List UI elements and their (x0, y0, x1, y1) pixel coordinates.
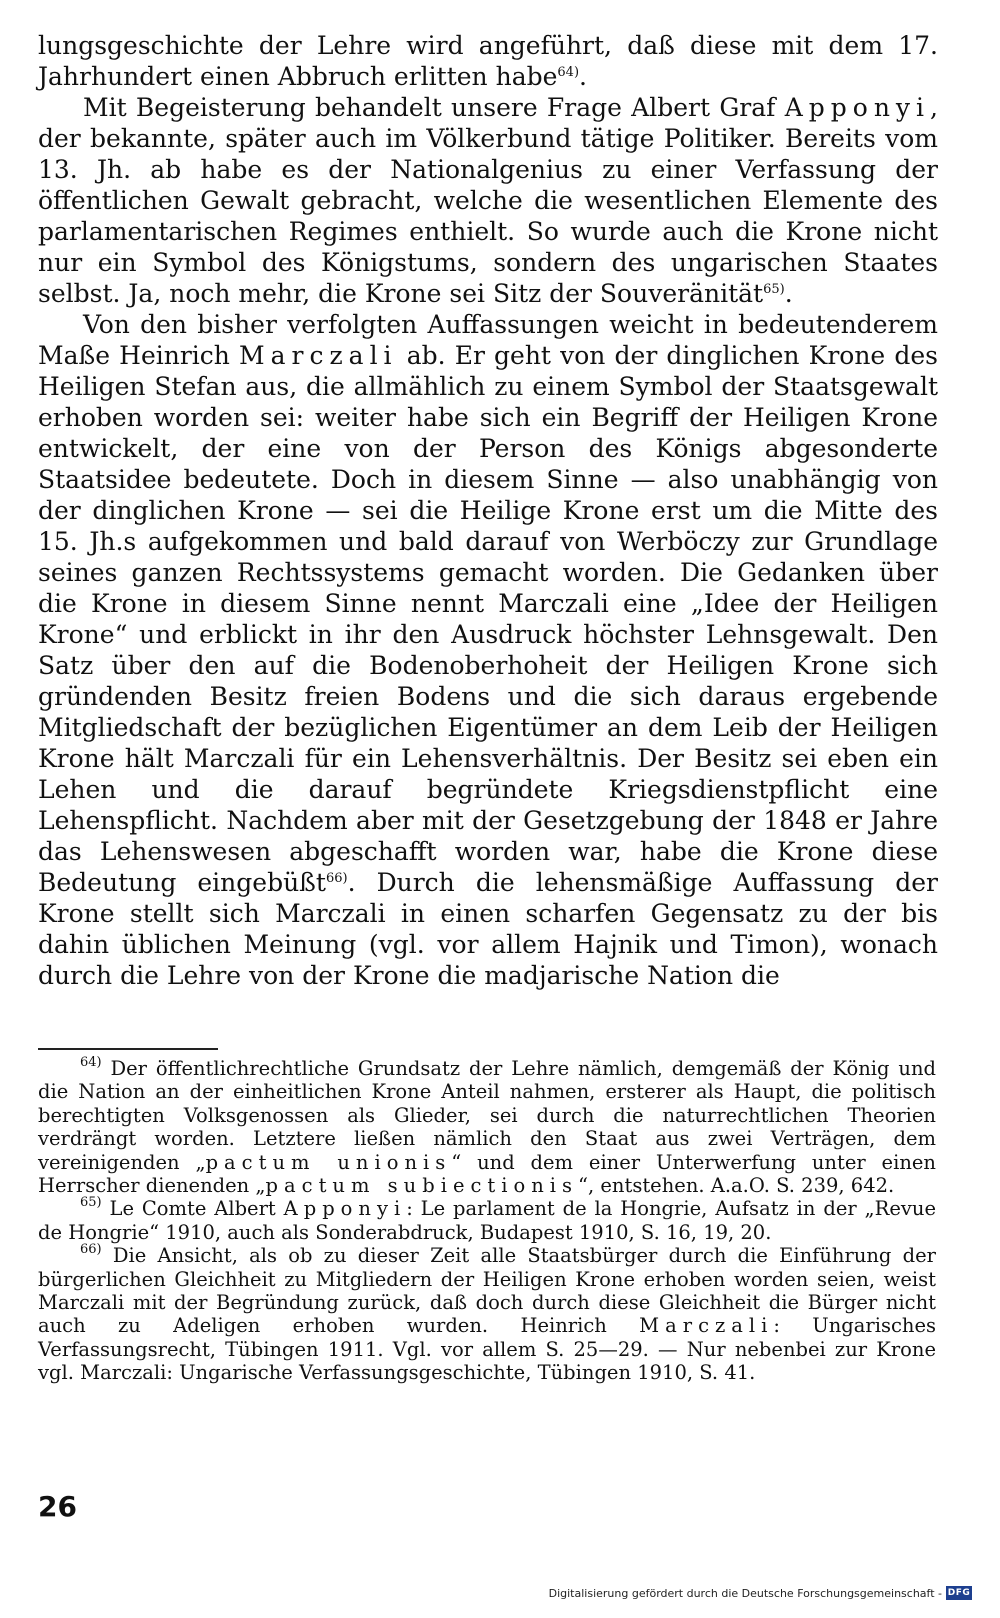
footnote-ref-66[interactable]: 66) (325, 871, 348, 886)
spaced-name: Marczali (639, 1314, 774, 1338)
footnotes (38, 1057, 936, 1385)
paragraph-apponyi (38, 92, 938, 309)
body-text (38, 30, 938, 991)
paragraph-text: Mit Begeisterung behandelt unsere Frage Albert Graf (83, 93, 785, 122)
footnote-text: Le Comte Albert (101, 1197, 284, 1221)
spaced-name: Apponyi (283, 1197, 407, 1221)
footnote-text: Die Ansicht, als ob zu dieser Zeit alle Staatsbürger durch die Einführung der bürgerlichen Gleichheit zu Mitgliedern der Heiligen Krone erhoben worden seien, weist Marczali mit der Begründung zurück, daß doch durch diese Gleichheit die Bürger nicht auch zu Adeligen erhoben wurden. Heinrich (38, 1244, 936, 1338)
footnote-divider (38, 1048, 218, 1050)
footnote-text: “ und dem einer Unterwerfung unter einen Herrscher dienenden „ (38, 1150, 936, 1198)
footnote-ref-65[interactable]: 65) (763, 282, 785, 297)
paragraph-text: lungsgeschichte der Lehre wird angeführt, daß diese mit dem 17. Jahrhundert einen Abbruch erlitten habe (38, 31, 938, 91)
footnote-number: 66) (80, 1242, 102, 1258)
footnote-64 (38, 1057, 936, 1197)
paragraph-text: ab. Er geht von der dinglichen Krone des Heiligen Stefan aus, die allmählich zu einem Symbol der Staatsgewalt erhoben worden sei: weiter habe sich ein Begriff der Heiligen Krone entwickelt, der eine von der Person des Königs abgesonderte Staatsidee bedeutete. Doch in diesem Sinne — also unabhängig von der dinglichen Krone — sei die Heilige Krone erst um die Mitte des 15. Jh.s aufgekommen und bald darauf von Werböczy zur Grundlage seines ganzen Rechtssystems gemacht worden. Die Gedanken über die Krone in diesem Sinne nennt Marczali eine „Idee der Heiligen Krone“ und erblickt in ihr den Ausdruck höchster Lehnsgewalt. Den Satz über den auf die Bodenoberhoheit der Heiligen Krone sich gründenden Besitz freien Bodens und die sich daraus ergebende Mitgliedschaft der bezüglichen Eigentümer an dem Leib der Heiligen Krone hält Marczali für ein Lehensverhältnis. Der Besitz sei eben ein Lehen und die darauf begründete Kriegsdienstpflicht eine Lehenspflicht. Nachdem aber mit der Gesetzgebung der 1848 er Jahre das Lehenswesen abgeschafft worden war, habe die Krone diese Bedeutung eingebüßt (38, 341, 938, 897)
paragraph-text: Von den bisher verfolgten Auffassungen weicht in bedeutenderem Maße Heinrich (38, 310, 938, 370)
paragraph-text: , der bekannte, später auch im Völkerbund tätige Politiker. Bereits vom 13. Jh. ab habe es der Nationalgenius zu einer Verfassung der öffentlichen Gewalt gebracht, welche die wesentlichen Elemente des parlamentarischen Regimes enthielt. So wurde auch die Krone nicht nur ein Symbol des Königstums, sondern des ungarischen Staates selbst. Ja, noch mehr, die Krone sei Sitz der Souveränität (38, 93, 938, 308)
paragraph-end: . (784, 279, 793, 308)
footnote-text: “, entstehen. A.a.O. S. 239, 642. (578, 1174, 895, 1198)
footnote-ref-64[interactable]: 64) (557, 65, 580, 80)
main-text (38, 30, 938, 991)
spaced-term: pactum subiectionis (265, 1174, 579, 1198)
footnote-text: : Ungarisches Verfassungsrecht, Tübingen 1911. Vgl. vor allem S. 25—29. — Nur nebenbei zur Krone vgl. Marczali: Ungarische Verfassungsgeschichte, Tübingen 1910, S. 41. (38, 1314, 936, 1385)
page-number: 26 (38, 1490, 77, 1523)
spaced-name: Marczali (239, 341, 398, 370)
footnote-66 (38, 1244, 936, 1384)
footnote-text: : Le parlament de la Hongrie, Aufsatz in der „Revue de Hongrie“ 1910, auch als Sonderabdruck, Budapest 1910, S. 16, 19, 20. (38, 1197, 936, 1244)
spaced-term: pactum unionis (205, 1150, 452, 1174)
spaced-name: Apponyi (784, 93, 931, 122)
paragraph-text: . Durch die lehensmäßige Auffassung der Krone stellt sich Marczali in einen scharfen Gegensatz zu der bis dahin üblichen Meinung (vgl. vor allem Hajnik und Timon), wonach durch die Lehre von der Krone die madjarische Nation die (38, 868, 938, 990)
credit-text: Digitalisierung gefördert durch die Deutsche Forschungsgemeinschaft - (548, 1586, 942, 1600)
footnote-number: 65) (80, 1195, 102, 1211)
dfg-logo-icon: DFG (947, 1588, 971, 1598)
paragraph-continuation (38, 30, 938, 92)
footnote-text: Der öffentlichrechtliche Grundsatz der Lehre nämlich, demgemäß der König und die Nation an der einheitlichen Krone Anteil nahmen, ersterer als Haupt, die politisch berechtigten Volksgenossen als Glieder, sei durch die naturrechtlichen Theorien verdrängt worden. Letztere ließen nämlich den Staat aus zwei Verträgen, dem vereinigenden „ (38, 1057, 936, 1174)
footnote-number: 64) (80, 1055, 102, 1070)
digitization-credit (549, 1584, 972, 1602)
paragraph-marczali (38, 309, 938, 991)
paragraph-end: . (579, 62, 587, 91)
footnote-65 (38, 1197, 936, 1244)
